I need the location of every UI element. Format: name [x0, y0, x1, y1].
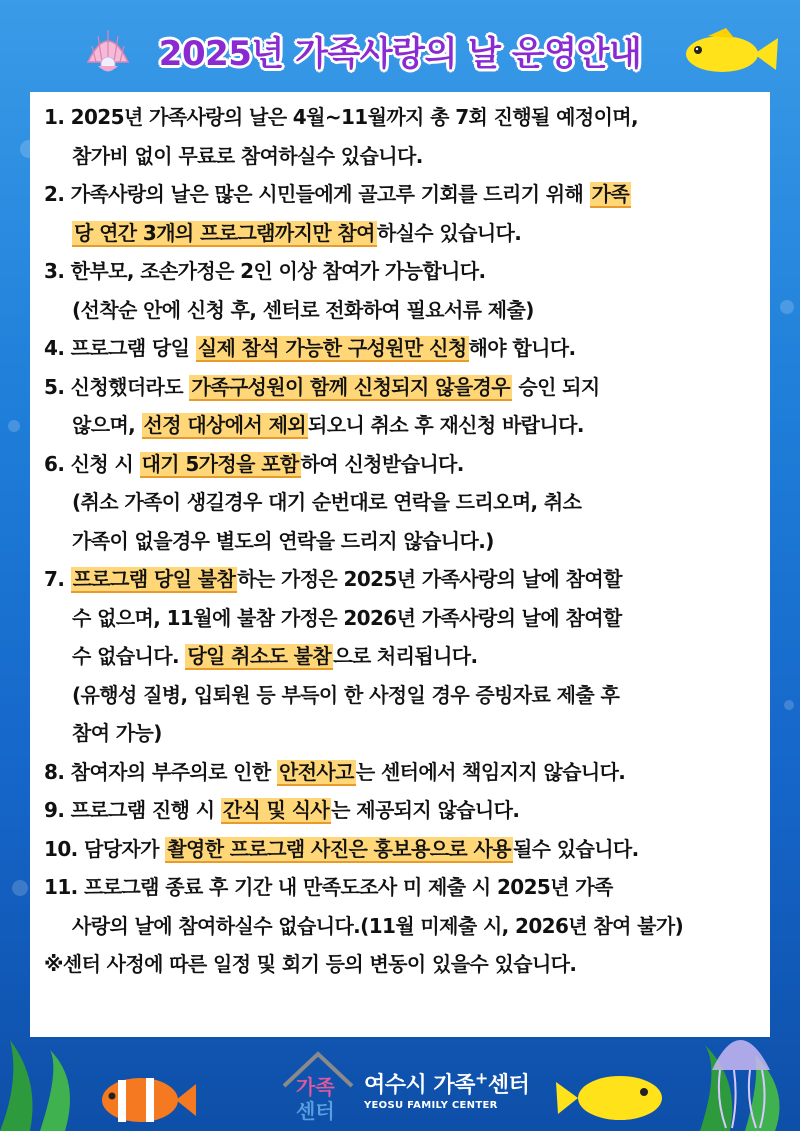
- center-english-name: YEOSU FAMILY CENTER: [364, 1100, 498, 1111]
- rule-text: 하여 신청받습니다.: [300, 451, 464, 476]
- rule-text: 10. 담당자가: [44, 836, 166, 861]
- rule-line: [44, 637, 760, 676]
- rule-text: 사랑의 날에 참여하실수 없습니다.(11월 미제출 시, 2026년 참여 불가): [72, 913, 684, 938]
- rule-text: 으로 처리됩니다.: [333, 644, 478, 668]
- yellow-fish-icon: [672, 24, 782, 80]
- rule-line: [44, 252, 760, 291]
- rule-line: [44, 291, 760, 330]
- rule-line: [44, 368, 760, 407]
- rule-line: [44, 98, 760, 137]
- rule-text: 9. 프로그램 진행 시: [44, 798, 221, 822]
- highlighted-text: 당 연간 3개의 프로그램까지만 참여: [74, 220, 375, 245]
- rule-text: 되오니 취소 후 재신청 바랍니다.: [308, 413, 584, 437]
- center-name: [364, 1068, 529, 1099]
- rule-text: 6. 신청 시: [44, 451, 140, 476]
- rule-text: 2. 가족사랑의 날은 많은 시민들에게 골고루 기회를 드리기 위해: [44, 182, 590, 206]
- rule-line: [44, 714, 760, 753]
- rule-text: (유행성 질병, 입퇴원 등 부득이 한 사정일 경우 증빙자료 제출 후: [72, 682, 620, 707]
- rule-line: [44, 676, 760, 715]
- rule-item: [44, 560, 760, 753]
- rules-list: [44, 98, 760, 945]
- rule-text: 수 없습니다.: [72, 644, 186, 668]
- highlighted-text: 간식 및 식사: [222, 798, 330, 822]
- rule-line: [44, 445, 760, 484]
- rule-item: [44, 329, 760, 368]
- rule-text: 가족이 없을경우 별도의 연락을 드리지 않습니다.): [72, 528, 494, 553]
- rule-text: 는 제공되지 않습니다.: [331, 798, 520, 822]
- center-name-plus: +: [474, 1068, 488, 1088]
- highlighted-text: 대기 5가정을 포함: [141, 451, 299, 476]
- rule-text: 승인 되지: [511, 374, 600, 399]
- rule-line: [44, 214, 760, 253]
- highlighted-text: 가족: [591, 182, 630, 206]
- highlighted-text: 프로그램 당일 불참: [72, 567, 236, 591]
- rule-item: [44, 175, 760, 252]
- rule-text: 1. 2025년 가족사랑의 날은 4월~11월까지 총 7회 진행될 예정이며,: [44, 105, 639, 129]
- page-title: 2025년 가족사랑의 날 운영안내: [158, 33, 642, 74]
- rule-item: [44, 868, 760, 945]
- highlighted-text: 선정 대상에서 제외: [143, 413, 307, 437]
- rule-text: 7.: [44, 567, 71, 591]
- rule-text: 하실수 있습니다.: [376, 220, 522, 245]
- rules-panel: [30, 92, 770, 1037]
- highlighted-text: 실제 참석 가능한 구성원만 신청: [197, 336, 467, 360]
- rule-text: 수 없으며, 11월에 불참 가정은 2026년 가족사랑의 날에 참여할: [72, 605, 622, 630]
- highlighted-text: 가족구성원이 함께 신청되지 않을경우: [191, 374, 510, 399]
- logo-line1: 가족: [296, 1075, 335, 1099]
- rule-text: 하는 가정은 2025년 가족사랑의 날에 참여할: [237, 567, 622, 591]
- rule-text: (취소 가족이 생길경우 대기 순번대로 연락을 드리오며, 취소: [72, 490, 582, 514]
- rule-text: 3. 한부모, 조손가정은 2인 이상 참여가 가능합니다.: [44, 259, 486, 283]
- rule-text: 11. 프로그램 종료 후 기간 내 만족도조사 미 제출 시 2025년 가족: [44, 875, 613, 899]
- rule-item: [44, 252, 760, 329]
- rule-line: [44, 406, 760, 445]
- rule-text: 참가비 없이 무료로 참여하실수 있습니다.: [72, 143, 423, 168]
- rule-line: [44, 137, 760, 176]
- yellow-fish-bottom-icon: [556, 1076, 662, 1120]
- rule-item: [44, 753, 760, 792]
- rule-text: 5. 신청했더라도: [44, 374, 190, 399]
- rule-text: 해야 합니다.: [468, 336, 576, 360]
- rule-text: 참여 가능): [72, 721, 162, 745]
- notice-text: ※센터 사정에 따른 일정 및 회기 등의 변동이 있을수 있습니다.: [44, 952, 577, 976]
- rule-text: (선착순 안에 신청 후, 센터로 전화하여 필요서류 제출): [72, 297, 534, 322]
- rule-line: [44, 522, 760, 561]
- rule-line: [44, 907, 760, 946]
- rule-text: 않으며,: [72, 413, 142, 437]
- rule-line: [44, 599, 760, 638]
- rule-line: [44, 329, 760, 368]
- rule-line: [44, 483, 760, 522]
- rule-line: [44, 868, 760, 907]
- clownfish-icon: [102, 1078, 196, 1122]
- rule-line: [44, 560, 760, 599]
- rule-item: [44, 830, 760, 869]
- rule-line: [44, 753, 760, 792]
- highlighted-text: 안전사고: [278, 759, 354, 784]
- rule-item: [44, 368, 760, 445]
- highlighted-text: 촬영한 프로그램 사진은 홍보용으로 사용: [167, 836, 511, 861]
- rule-text: 8. 참여자의 부주의로 인한: [44, 759, 277, 784]
- rule-item: [44, 98, 760, 175]
- rule-line: [44, 830, 760, 869]
- center-name-part2: 센터: [487, 1073, 530, 1098]
- rule-line: [44, 791, 760, 830]
- highlighted-text: 당일 취소도 불참: [187, 644, 332, 668]
- rule-text: 4. 프로그램 당일: [44, 336, 196, 360]
- family-center-logo: [278, 1046, 358, 1126]
- center-name-part1: 여수시 가족: [364, 1073, 475, 1098]
- rule-line: [44, 175, 760, 214]
- rule-item: [44, 791, 760, 830]
- logo-line2: 센터: [296, 1099, 335, 1123]
- rule-text: 는 센터에서 책임지지 않습니다.: [355, 759, 626, 784]
- rule-text: 될수 있습니다.: [512, 836, 639, 861]
- rule-item: [44, 445, 760, 561]
